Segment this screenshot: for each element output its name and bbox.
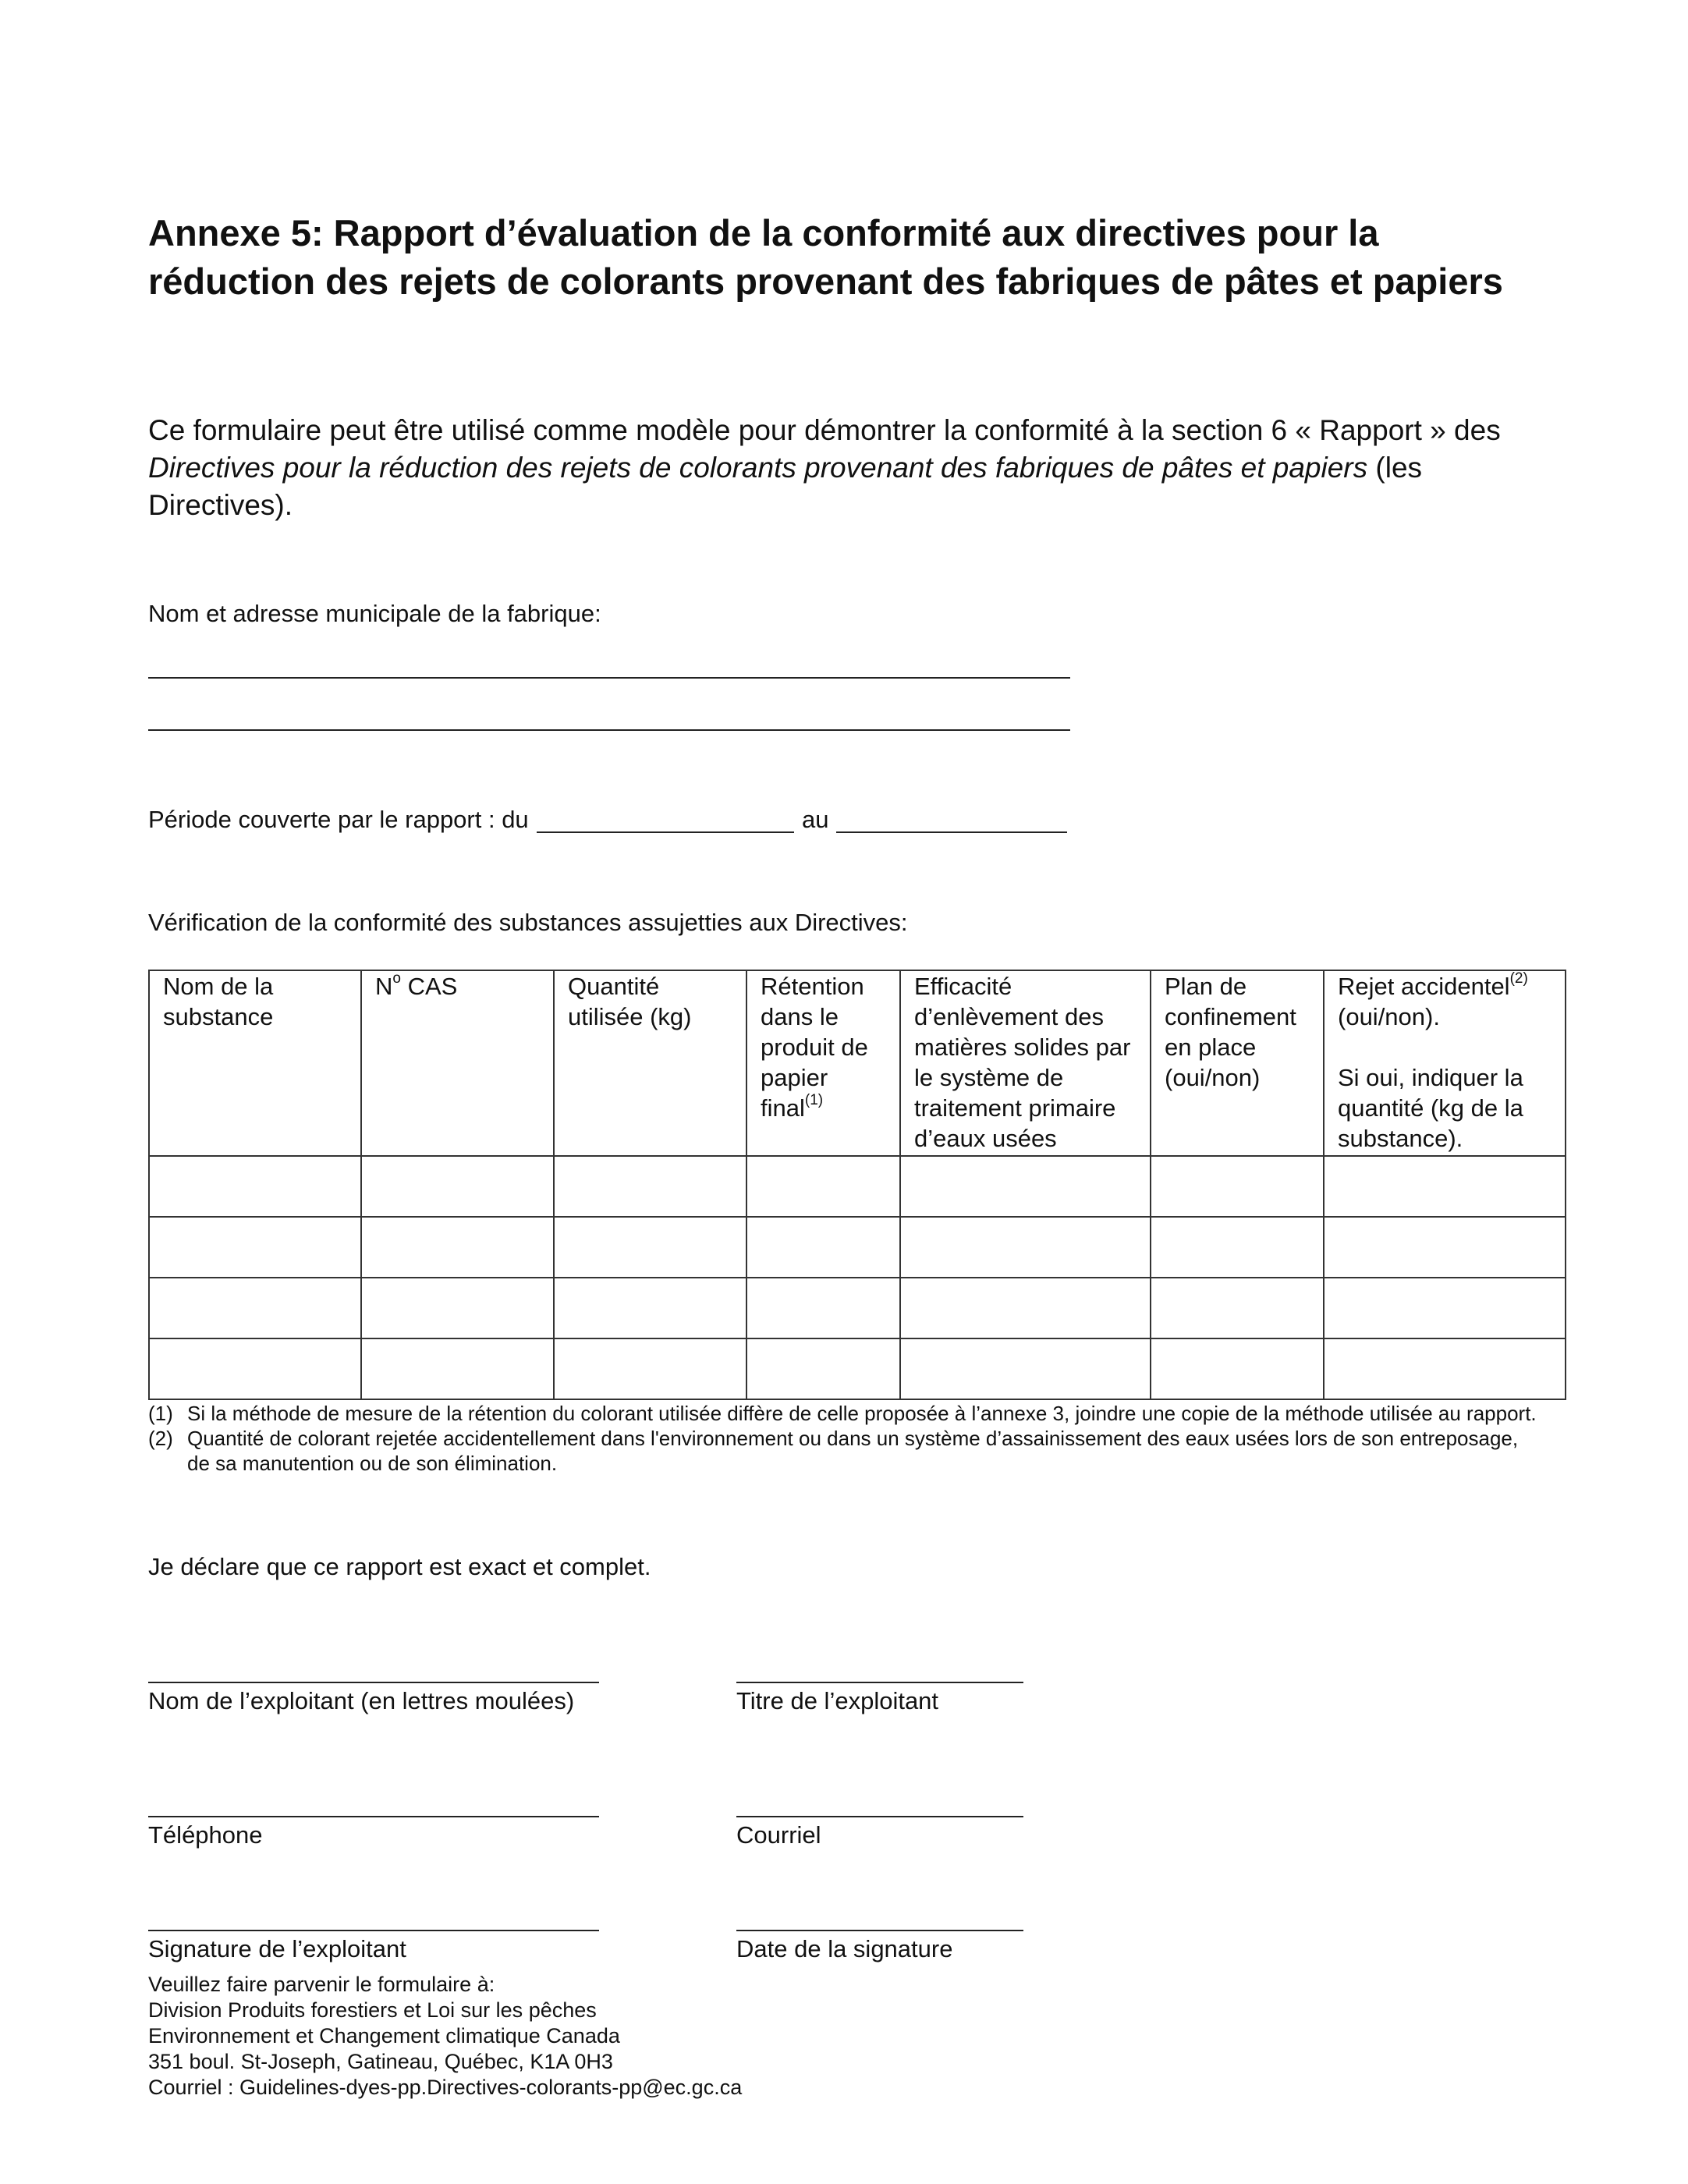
table-row: [149, 1278, 1566, 1338]
table-cell[interactable]: [554, 1217, 746, 1278]
phone-field[interactable]: [148, 1816, 599, 1817]
signature-date-label: Date de la signature: [736, 1935, 953, 1962]
intro-text-2: (les Directives).: [148, 452, 1423, 521]
operator-name-label: Nom de l’exploitant (en lettres moulées): [148, 1687, 575, 1714]
table-cell[interactable]: [1324, 1338, 1566, 1399]
header-cas-number: $N^o$ CAS: [361, 970, 554, 1156]
table-cell[interactable]: [149, 1338, 361, 1399]
footnote-text: Si la méthode de mesure de la rétention du colorant utilisée diffère de celle proposée à l’annexe 3, joindre une copie de la méthode utilisée au rapport.: [187, 1402, 1537, 1425]
table-cell[interactable]: [900, 1217, 1151, 1278]
table-cell[interactable]: [1151, 1156, 1324, 1217]
footer-line: Environnement et Changement climatique Canada: [148, 2024, 620, 2048]
table-cell[interactable]: [554, 1338, 746, 1399]
footer-line: Division Produits forestiers et Loi sur les pêches: [148, 1998, 597, 2022]
period-end-field[interactable]: [836, 831, 1067, 833]
operator-name-field[interactable]: [148, 1682, 599, 1683]
header-removal-efficiency: Efficacité d’enlèvement des matières solides par le système de traitement primaire d’eaux usées: [900, 970, 1151, 1156]
table-cell[interactable]: [554, 1278, 746, 1338]
table-cell[interactable]: [1151, 1217, 1324, 1278]
table-row: [149, 1338, 1566, 1399]
footer-email: Courriel : Guidelines-dyes-pp.Directives-colorants-pp@ec.gc.ca: [148, 2076, 743, 2099]
operator-title-field[interactable]: [736, 1682, 1023, 1683]
table-cell[interactable]: [900, 1156, 1151, 1217]
table-cell[interactable]: [746, 1156, 900, 1217]
table-cell[interactable]: [149, 1156, 361, 1217]
footer-line: Veuillez faire parvenir le formulaire à:: [148, 1973, 495, 1996]
table-cell[interactable]: [361, 1278, 554, 1338]
table-cell[interactable]: [1324, 1156, 1566, 1217]
operator-title-label: Titre de l’exploitant: [736, 1687, 939, 1714]
header-retention: Rétention dans le produit de papier final$^{(1)}$: [746, 970, 900, 1156]
email-field[interactable]: [736, 1816, 1023, 1817]
header-substance-name: Nom de la substance: [149, 970, 361, 1156]
table-header-row: [149, 970, 1566, 1156]
declaration-text: Je déclare que ce rapport est exact et complet.: [148, 1553, 651, 1580]
mill-address-line-1[interactable]: [148, 677, 1070, 679]
page-title: Annexe 5: Rapport d’évaluation de la conformité aux directives pour la réduction des rejets de colorants provenant des fabriques de pâtes et papiers: [148, 212, 1503, 302]
signature-field[interactable]: [148, 1930, 599, 1931]
footnote-2: [148, 1426, 1537, 1476]
table-cell[interactable]: [1151, 1338, 1324, 1399]
period-to-label: au: [802, 806, 829, 833]
table-row: [149, 1156, 1566, 1217]
email-label: Courriel: [736, 1821, 821, 1849]
signature-date-field[interactable]: [736, 1930, 1023, 1931]
table-cell[interactable]: [149, 1278, 361, 1338]
intro-text-1: Ce formulaire peut être utilisé comme modèle pour démontrer la conformité à la section 6 « Rapport » des: [148, 414, 1501, 446]
table-cell[interactable]: [900, 1278, 1151, 1338]
table-footnotes: [148, 1401, 1537, 1476]
signature-label: Signature de l’exploitant: [148, 1935, 406, 1962]
table-cell[interactable]: [554, 1156, 746, 1217]
table-cell[interactable]: [1151, 1278, 1324, 1338]
table-row: [149, 1217, 1566, 1278]
intro-guidelines-title: Directives pour la réduction des rejets de colorants provenant des fabriques de pâtes et papiers: [148, 452, 1368, 484]
table-cell[interactable]: [900, 1338, 1151, 1399]
table-cell[interactable]: [361, 1338, 554, 1399]
period-start-field[interactable]: [537, 831, 794, 833]
header-accidental-release: Rejet accidentel$^{(2)}$ (oui/non). Si oui, indiquer la quantité (kg de la substance).: [1324, 970, 1566, 1156]
substances-table: [148, 970, 1566, 1400]
table-cell[interactable]: [746, 1338, 900, 1399]
period-label: Période couverte par le rapport : du: [148, 806, 529, 833]
header-quantity-used: Quantité utilisée (kg): [554, 970, 746, 1156]
intro-paragraph: [148, 412, 1560, 524]
footnote-1: [148, 1401, 1537, 1426]
table-cell[interactable]: [1324, 1217, 1566, 1278]
verification-label: Vérification de la conformité des substances assujetties aux Directives:: [148, 909, 908, 936]
table-cell[interactable]: [361, 1156, 554, 1217]
table-cell[interactable]: [1324, 1278, 1566, 1338]
table-cell[interactable]: [361, 1217, 554, 1278]
table-cell[interactable]: [149, 1217, 361, 1278]
table-cell[interactable]: [746, 1217, 900, 1278]
table-cell[interactable]: [746, 1278, 900, 1338]
footnote-text: Quantité de colorant rejetée accidentellement dans l'environnement ou dans un système d’assainissement des eaux usées lors de son entreposage, de sa manutention ou de son élimination.: [187, 1427, 1519, 1475]
mill-address-line-2[interactable]: [148, 729, 1070, 731]
header-containment-plan: Plan de confinement en place (oui/non): [1151, 970, 1324, 1156]
mill-name-label: Nom et adresse municipale de la fabrique:: [148, 600, 601, 627]
mailing-address: [148, 1972, 742, 2101]
phone-label: Téléphone: [148, 1821, 263, 1849]
footer-line: 351 boul. St-Joseph, Gatineau, Québec, K1A 0H3: [148, 2050, 613, 2073]
footnote-number: (2): [148, 1427, 173, 1450]
footnote-number: (1): [148, 1402, 173, 1425]
